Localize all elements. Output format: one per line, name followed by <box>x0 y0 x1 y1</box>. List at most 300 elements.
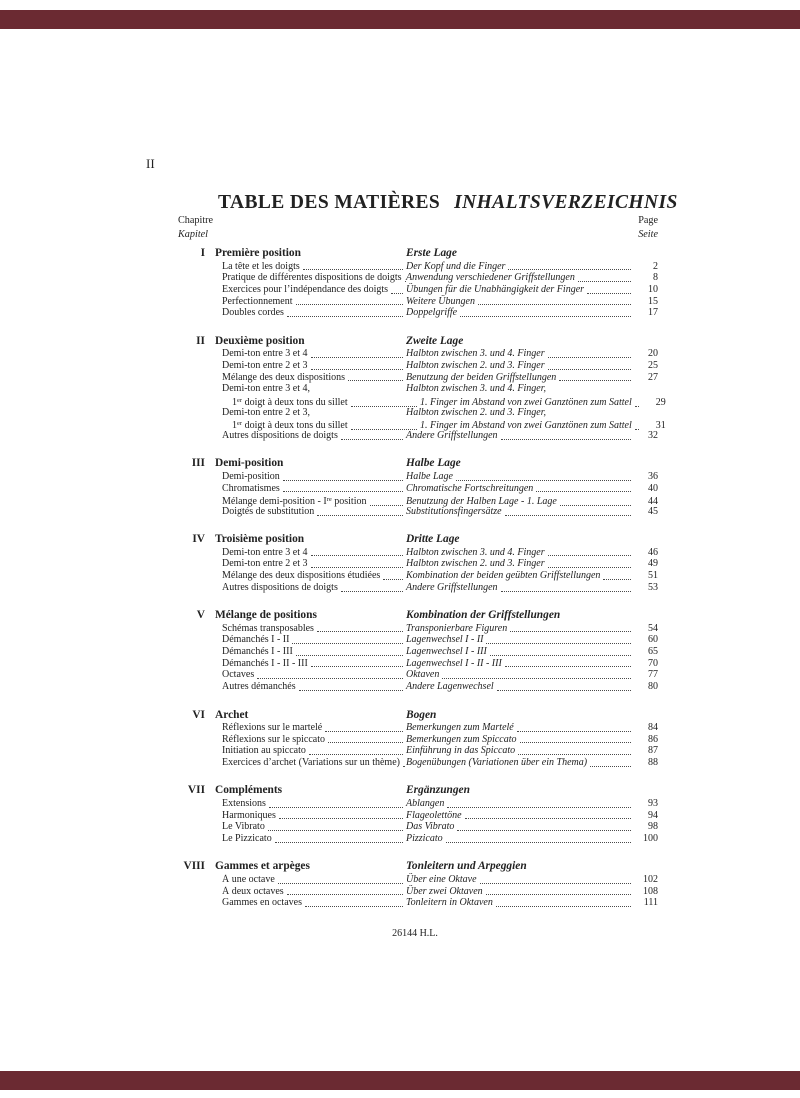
entry-page-number: 36 <box>648 470 658 482</box>
entry-right <box>406 407 658 419</box>
dot-leader <box>508 268 631 270</box>
entry-title-french: Réflexions sur le martelé <box>222 722 323 733</box>
entry-left <box>178 623 406 635</box>
page-folio: II <box>146 156 155 171</box>
top-color-band <box>0 10 800 29</box>
chapter-label-french: Chapitre <box>178 215 214 226</box>
entry-title-french: Demi-ton entre 2 et 3 <box>222 558 308 570</box>
entry-page-number: 27 <box>648 371 658 383</box>
toc-entry-row <box>178 886 658 898</box>
entry-title-german: Halbton zwischen 3. und 4. Finger <box>406 348 545 360</box>
chapter-header-row <box>178 860 658 874</box>
column-header-page <box>558 214 658 242</box>
entry-title-french: Exercices pour l’indépendance des doigts <box>222 283 389 295</box>
chapter-header-left <box>178 709 406 723</box>
entry-title-french: À deux octaves <box>222 885 284 897</box>
entry-title-german: Bemerkungen zum Spiccato <box>406 733 517 745</box>
entry-page-number: 87 <box>648 745 658 757</box>
ordinal-superscript: er <box>237 420 243 428</box>
entry-left <box>178 558 406 570</box>
column-header-chapter <box>178 214 213 242</box>
entry-left <box>178 348 406 360</box>
chapter-header-left <box>178 533 406 547</box>
entry-left <box>178 582 406 594</box>
toc-entry-row <box>178 658 658 670</box>
entry-left <box>178 272 406 284</box>
entry-right <box>406 506 658 518</box>
dot-leader <box>587 292 631 294</box>
chapter-numeral: VI <box>192 708 205 721</box>
dot-leader <box>505 665 631 667</box>
chapter-title-french: Gammes et arpèges <box>215 860 310 873</box>
chapter-block <box>178 860 658 909</box>
entry-right <box>406 833 658 845</box>
entry-title-german: Ablangen <box>406 797 445 809</box>
entry-right <box>406 430 658 442</box>
entry-title-german: Lagenwechsel I - II - III <box>406 657 502 669</box>
chapter-title-german: Zweite Lage <box>406 334 464 347</box>
dot-leader <box>348 379 403 381</box>
entry-right <box>406 798 658 810</box>
entry-title-german: Andere Lagenwechsel <box>406 681 494 693</box>
entry-left <box>178 798 406 810</box>
entry-page-number: 25 <box>648 359 658 371</box>
chapter-numeral: VII <box>187 784 205 797</box>
dot-leader <box>520 741 631 743</box>
entry-title-german: Lagenwechsel I - III <box>406 646 487 658</box>
entry-right <box>406 570 658 582</box>
dot-leader <box>497 689 631 691</box>
dot-leader <box>311 368 403 370</box>
dot-leader <box>559 379 631 381</box>
entry-page-number: 86 <box>648 733 658 745</box>
entry-right <box>406 261 658 273</box>
entry-page-number: 111 <box>643 897 658 909</box>
dot-leader <box>478 303 631 305</box>
chapter-header-left <box>178 784 406 798</box>
dot-leader <box>518 753 631 755</box>
toc-entry-row <box>178 734 658 746</box>
dot-leader <box>517 730 631 732</box>
entry-title-german: Halbton zwischen 2. und 3. Finger, <box>406 406 546 418</box>
entry-title-german: Oktaven <box>406 669 440 681</box>
dot-leader <box>325 730 403 732</box>
entry-title-french: Initiation au spiccato <box>222 745 306 757</box>
entry-title-german: Benutzung der beiden Griffstellungen <box>406 371 557 383</box>
entry-title-german: Doppelgriffe <box>406 307 458 319</box>
toc-entry-row <box>178 623 658 635</box>
entry-right <box>406 623 658 635</box>
chapter-header-left <box>178 860 406 874</box>
chapter-header-row <box>178 709 658 723</box>
entry-page-number: 17 <box>648 307 658 319</box>
entry-left <box>178 734 406 746</box>
chapter-title-french: Troisième position <box>215 533 305 546</box>
dot-leader <box>496 905 631 907</box>
title-german: INHALTSVERZEICHNIS <box>454 192 678 213</box>
dot-leader <box>578 280 631 282</box>
chapter-block <box>178 457 658 517</box>
entry-page-number: 93 <box>648 797 658 809</box>
ordinal-superscript: re <box>326 496 332 504</box>
entry-left <box>178 810 406 822</box>
toc-entry-row <box>178 360 658 372</box>
entry-right <box>406 558 658 570</box>
entry-title-german: Halbton zwischen 2. und 3. Finger <box>406 359 545 371</box>
toc-entry-row <box>178 634 658 646</box>
entry-title-french: Demi-ton entre 2 et 3 <box>222 359 308 371</box>
entry-title-french: Demi-ton entre 2 et 3, <box>222 406 311 418</box>
toc-entry-row <box>178 669 658 681</box>
chapter-title-french: Archet <box>215 708 249 721</box>
entry-page-number: 32 <box>648 429 658 441</box>
entry-page-number: 94 <box>648 809 658 821</box>
entry-title-french: À une octave <box>222 873 275 885</box>
toc-entry-row <box>178 897 658 909</box>
dot-leader <box>311 566 403 568</box>
entry-title-french: Chromatismes <box>222 482 280 494</box>
entry-title-german: Der Kopf und die Finger <box>406 260 506 272</box>
dot-leader <box>501 590 631 592</box>
entry-page-number: 65 <box>648 646 658 658</box>
chapter-header-right <box>406 457 658 471</box>
dot-leader <box>328 741 403 743</box>
entry-title-german: Flageolettöne <box>406 809 462 821</box>
entry-title-french: Schémas transposables <box>222 622 314 634</box>
entry-title-french: Pratique de différentes dispositions de doigts <box>222 272 402 284</box>
toc-entry-row <box>178 874 658 886</box>
entry-page-number: 15 <box>648 295 658 307</box>
chapter-header-right <box>406 709 658 723</box>
entry-title-french: Gammes en octaves <box>222 897 302 909</box>
entry-page-number: 51 <box>648 570 658 582</box>
toc-entry-row <box>178 395 666 408</box>
entry-left <box>178 471 406 483</box>
entry-left <box>178 570 406 582</box>
entry-left <box>178 681 406 693</box>
entry-title-french: Demi-ton entre 3 et 4 <box>222 348 308 360</box>
entry-left <box>178 745 406 757</box>
toc-entry-row <box>178 348 658 360</box>
entry-page-number: 88 <box>648 757 658 769</box>
entry-page-number: 84 <box>648 722 658 733</box>
dot-leader <box>317 514 403 516</box>
entry-left <box>178 821 406 833</box>
entry-right <box>406 296 658 308</box>
chapter-header-row <box>178 533 658 547</box>
chapter-numeral: V <box>196 609 205 622</box>
entry-right <box>406 734 658 746</box>
entry-left <box>178 284 406 296</box>
toc-entry-row <box>178 407 658 419</box>
entry-right <box>406 372 658 384</box>
entry-right <box>406 360 658 372</box>
dot-leader <box>510 630 631 632</box>
dot-leader <box>305 905 403 907</box>
entry-left <box>178 833 406 845</box>
entry-left <box>178 658 406 670</box>
entry-left <box>178 634 406 646</box>
entry-title-french: La tête et les doigts <box>222 260 300 272</box>
entry-page-number: 102 <box>643 873 658 885</box>
entry-title-german: Halbton zwischen 2. und 3. Finger <box>406 558 545 570</box>
chapter-header-row <box>178 457 658 471</box>
entry-right <box>406 681 658 693</box>
entry-title-german: Tonleitern in Oktaven <box>406 897 493 909</box>
toc-entry-row <box>178 833 658 845</box>
entry-title-german: Einführung in das Spiccato <box>406 745 516 757</box>
toc-entry-row <box>178 757 658 769</box>
entry-right <box>406 284 658 296</box>
entry-page-number: 100 <box>643 833 658 844</box>
entry-title-german: Chromatische Fortschreitungen <box>406 482 534 494</box>
toc-entry-row <box>178 810 658 822</box>
toc-entry-row <box>178 471 658 483</box>
dot-leader <box>501 438 631 440</box>
dot-leader <box>536 490 631 492</box>
chapter-block <box>178 247 658 319</box>
dot-leader <box>287 893 403 895</box>
toc-entry-row <box>178 284 658 296</box>
entry-title-german: Pizzicato <box>406 833 443 844</box>
entry-left <box>178 886 406 898</box>
toc-entry-row <box>178 483 658 495</box>
toc-entry-row <box>178 307 658 319</box>
entry-title-french: Le Pizzicato <box>222 833 272 844</box>
toc-entry-row <box>178 646 658 658</box>
entry-title-german: Kombination der beiden geübten Griffstellungen <box>406 570 601 582</box>
toc-entry-row <box>178 494 658 506</box>
entry-title-french: Demi-ton entre 3 et 4 <box>222 546 308 558</box>
dot-leader <box>257 677 403 679</box>
dot-leader <box>505 514 631 516</box>
chapter-header-row <box>178 247 658 261</box>
chapter-header-row <box>178 609 658 623</box>
dot-leader <box>548 356 631 358</box>
chapter-label-german: Kapitel <box>178 228 208 240</box>
dot-leader <box>283 490 403 492</box>
entry-right <box>406 471 658 483</box>
entry-left <box>178 483 406 495</box>
entry-page-number: 80 <box>648 681 658 693</box>
entry-right <box>406 307 658 319</box>
entry-title-german: Transponierbare Figuren <box>406 622 508 634</box>
entry-right <box>406 646 658 658</box>
entry-right <box>406 810 658 822</box>
toc-entry-row <box>178 570 658 582</box>
dot-leader <box>480 882 631 884</box>
entry-title-french: Réflexions sur le spiccato <box>222 733 326 745</box>
toc-entry-row <box>178 547 658 559</box>
dot-leader <box>275 841 403 843</box>
entry-right <box>406 634 658 646</box>
entry-left <box>178 383 406 395</box>
chapter-header-right <box>406 247 658 261</box>
entry-title-german: Bemerkungen zum Martelé <box>406 722 514 733</box>
toc-entry-row <box>178 272 658 284</box>
chapter-title-german: Kombination der Griffstellungen <box>406 609 561 622</box>
toc-entry-row <box>178 745 658 757</box>
chapter-title-german: Erste Lage <box>406 247 457 259</box>
dot-leader <box>447 806 631 808</box>
entry-title-german: Übungen für die Unabhängigkeit der Finger <box>406 283 585 295</box>
entry-title-french: Perfectionnement <box>222 295 293 307</box>
chapter-title-french: Première position <box>215 247 301 259</box>
chapter-title-german: Ergänzungen <box>406 784 470 797</box>
dot-leader <box>460 315 631 317</box>
chapter-numeral: I <box>200 247 205 259</box>
entry-page-number: 70 <box>648 657 658 669</box>
entry-page-number: 40 <box>648 482 658 494</box>
entry-title-french: Doigtés de substitution <box>222 505 315 517</box>
dot-leader <box>490 654 631 656</box>
entry-title-german: Bogenübungen (Variationen über ein Thema) <box>406 757 588 769</box>
dot-leader <box>548 566 631 568</box>
page-title <box>218 192 678 214</box>
title-french: TABLE DES MATIÈRES <box>218 192 441 213</box>
entry-left <box>178 646 406 658</box>
entry-page-number: 8 <box>653 272 658 284</box>
entry-page-number: 60 <box>648 634 658 646</box>
entry-title-german: Das Vibrato <box>406 821 455 833</box>
dot-leader <box>296 303 403 305</box>
chapter-header-right <box>406 860 658 874</box>
entry-left <box>178 897 406 909</box>
entry-title-french: Extensions <box>222 797 266 809</box>
chapter-numeral: VIII <box>183 860 205 873</box>
entry-left <box>178 757 406 769</box>
dot-leader <box>603 578 631 580</box>
entry-right <box>406 757 658 769</box>
entry-title-german: Halbton zwischen 3. und 4. Finger <box>406 546 545 558</box>
chapter-header-right <box>406 533 658 547</box>
entry-right <box>406 874 658 886</box>
toc-entry-row <box>178 418 666 432</box>
dot-leader <box>299 689 403 691</box>
entry-right <box>406 582 658 594</box>
chapter-title-german: Tonleitern und Arpeggien <box>406 860 527 873</box>
dot-leader <box>391 292 403 294</box>
toc-entry-row <box>178 506 658 518</box>
chapter-numeral: III <box>191 457 205 470</box>
entry-title-german: Substitutionsfingersätze <box>406 505 502 517</box>
entry-page-number: 10 <box>648 283 658 295</box>
toc-entry-row <box>178 383 658 395</box>
entry-page-number: 53 <box>648 581 658 593</box>
chapter-header-left <box>178 457 406 471</box>
entry-right <box>406 722 658 734</box>
entry-title-german: Halbton zwischen 3. und 4. Finger, <box>406 383 546 395</box>
entry-page-number: 29 <box>655 396 666 408</box>
entry-left <box>178 506 406 518</box>
chapter-header-row <box>178 784 658 798</box>
dot-leader <box>548 368 631 370</box>
dot-leader <box>548 554 631 556</box>
entry-title-french: Autres dispositions de doigts <box>222 581 338 593</box>
entry-title-french: Exercices d’archet (Variations sur un thème) <box>222 757 400 769</box>
entry-left <box>178 360 406 372</box>
toc-entry-row <box>178 372 658 384</box>
chapter-header-right <box>406 335 658 349</box>
entry-title-french: Démanchés I - II - III <box>222 657 308 669</box>
entry-right <box>406 383 658 395</box>
entry-page-number: 20 <box>648 348 658 360</box>
entry-page-number: 108 <box>643 885 658 897</box>
toc-entry-row <box>178 821 658 833</box>
chapter-header-left <box>178 335 406 349</box>
toc-entry-row <box>178 681 658 693</box>
entry-title-french: Le Vibrato <box>222 821 265 833</box>
chapter-block <box>178 533 658 593</box>
chapter-title-german: Dritte Lage <box>406 533 460 546</box>
entry-title-german: 1. Finger im Abstand von zwei Ganztönen zum Sattel <box>420 420 632 432</box>
entry-page-number: 54 <box>648 622 658 634</box>
dot-leader <box>486 642 631 644</box>
entry-right <box>406 886 658 898</box>
entry-title-french: Autres dispositions de doigts <box>222 429 338 441</box>
entry-title-german: Andere Griffstellungen <box>406 429 498 441</box>
chapter-title-french: Deuxième position <box>215 334 305 347</box>
entry-title-french: Autres démanchés <box>222 681 296 693</box>
entry-title-french: Demi-position <box>222 470 280 482</box>
entry-left <box>178 372 406 384</box>
chapter-header-right <box>406 784 658 798</box>
entry-page-number: 49 <box>648 558 658 570</box>
chapter-block <box>178 709 658 769</box>
entry-page-number: 2 <box>653 260 658 272</box>
entry-title-german: Benutzung der Halben Lage - 1. Lage <box>406 496 557 508</box>
dot-leader <box>486 893 631 895</box>
chapter-header-row <box>178 335 658 349</box>
dot-leader <box>292 642 403 644</box>
entry-title-french: Mélange des deux dispositions étudiées <box>222 570 381 582</box>
entry-title-french: Octaves <box>222 669 255 681</box>
chapter-title-french: Compléments <box>215 784 283 797</box>
toc-entry-row <box>178 261 658 273</box>
entry-right <box>406 348 658 360</box>
entry-left <box>178 669 406 681</box>
entry-left <box>178 547 406 559</box>
chapter-title-french: Mélange de positions <box>215 609 317 622</box>
dot-leader <box>341 438 403 440</box>
table-of-contents <box>178 247 666 909</box>
chapter-header-left <box>178 247 406 261</box>
entry-title-french: 1er doigt à deux tons du sillet <box>232 420 348 432</box>
toc-entry-row <box>178 296 658 308</box>
entry-right <box>406 483 658 495</box>
entry-left <box>178 261 406 273</box>
entry-title-german: 1. Finger im Abstand von zwei Ganztönen zum Sattel <box>420 396 632 408</box>
dot-leader <box>311 356 403 358</box>
entry-page-number: 98 <box>648 821 658 833</box>
chapter-header-right <box>406 609 658 623</box>
entry-title-german: Andere Griffstellungen <box>406 581 498 593</box>
entry-title-german: Über zwei Oktaven <box>406 885 483 897</box>
toc-entry-row <box>178 558 658 570</box>
chapter-block <box>178 609 658 693</box>
dot-leader <box>457 829 631 831</box>
chapter-title-french: Demi-position <box>215 457 284 470</box>
entry-right <box>406 658 658 670</box>
entry-right <box>406 745 658 757</box>
dot-leader <box>311 554 403 556</box>
chapter-header-left <box>178 609 406 623</box>
entry-left <box>178 296 406 308</box>
entry-left <box>178 874 406 886</box>
dot-leader <box>283 479 403 481</box>
entry-title-french: Mélange demi-position - Ire position <box>222 496 367 508</box>
toc-entry-row <box>178 430 658 442</box>
